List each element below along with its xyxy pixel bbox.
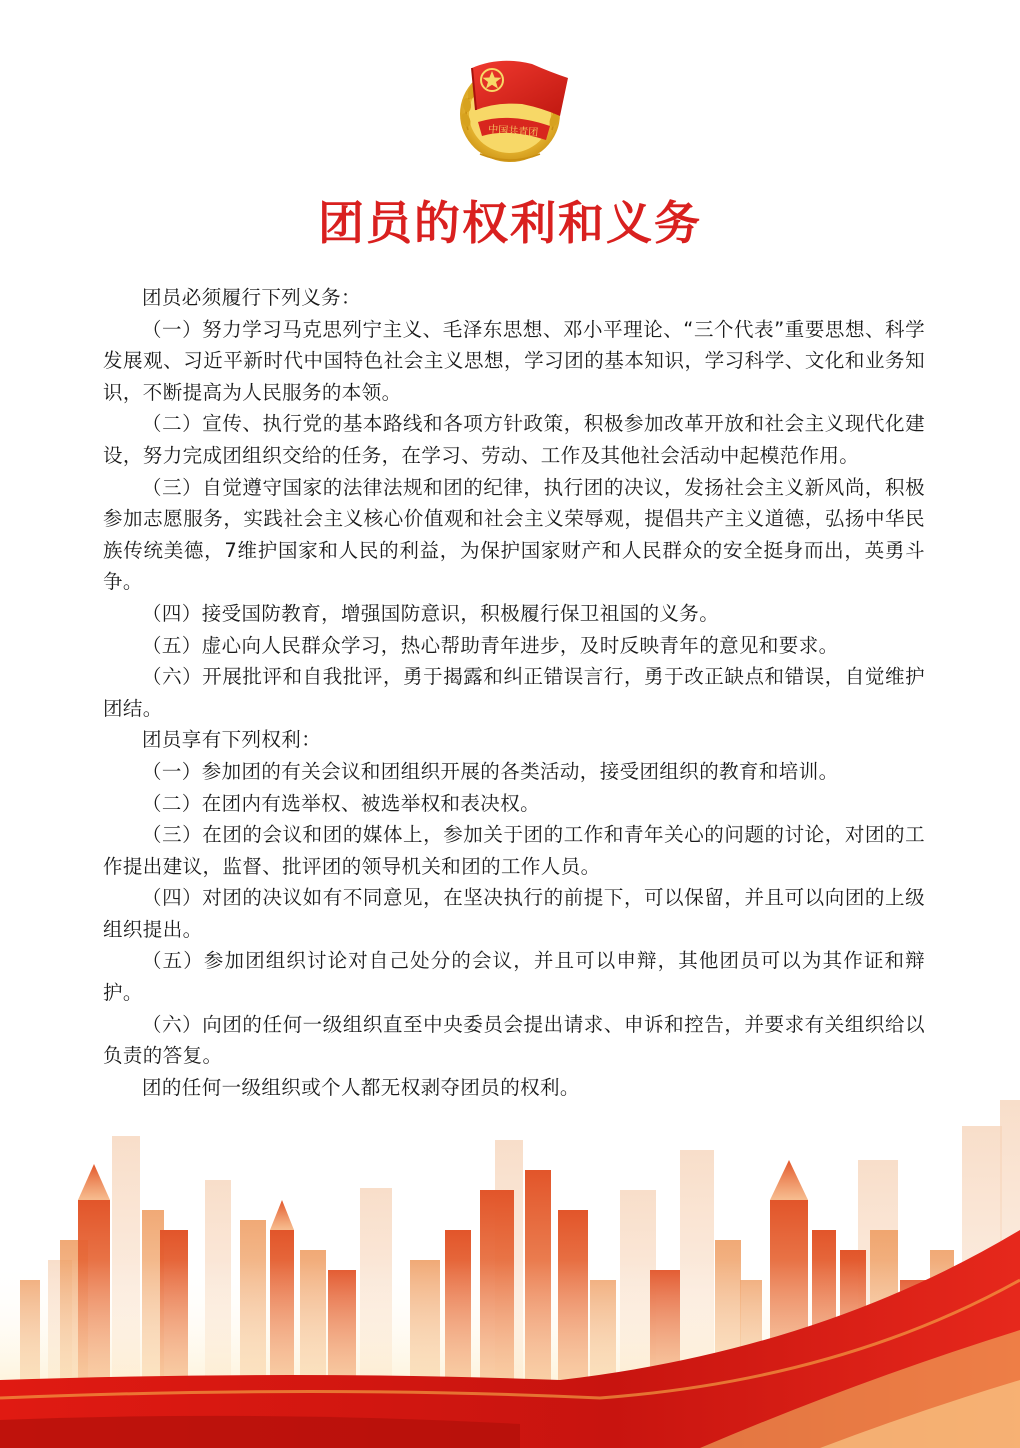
communist-youth-league-emblem-icon <box>450 50 575 168</box>
document-body <box>103 282 925 1103</box>
emblem-text: 中国共青团 <box>487 124 539 139</box>
duty-item: （五）虚心向人民群众学习，热心帮助青年进步，及时反映青年的意见和要求。 <box>142 633 839 657</box>
page-title: 团员的权利和义务 <box>318 196 702 250</box>
right-item: （六）向团的任何一级组织直至中央委员会提出请求、申诉和控告，并要求有关组织给以负责的答复。 <box>103 1012 925 1068</box>
duty-item: （二）宣传、执行党的基本路线和各项方针政策，积极参加改革开放和社会主义现代化建设，努力完成团组织交给的任务，在学习、劳动、工作及其他社会活动中起模范作用。 <box>103 412 925 467</box>
right-item: （一）参加团的有关会议和团组织开展的各类活动，接受团组织的教育和培训。 <box>142 759 839 783</box>
rights-heading: 团员享有下列权利： <box>142 728 322 752</box>
right-item: （五）参加团组织讨论对自己处分的会议，并且可以申辩，其他团员可以为其作证和辩护。 <box>103 949 925 1005</box>
duties-heading: 团员必须履行下列义务： <box>142 286 361 309</box>
city-skyline-illustration <box>0 1080 1020 1448</box>
duty-item: （三）自觉遵守国家的法律法规和团的纪律，执行团的决议，发扬社会主义新风尚，积极参加志愿服务，实践社会主义核心价值观和社会主义荣辱观，提倡共产主义道德，弘扬中华民族传统美德，7维护国家和人民的利益，为保护国家财产和人民群众的安全挺身而出，英勇斗争。 <box>103 475 925 594</box>
right-item: （四）对团的决议如有不同意见，在坚决执行的前提下，可以保留，并且可以向团的上级组织提出。 <box>103 886 925 941</box>
duty-item: （一）努力学习马克思列宁主义、毛泽东思想、邓小平理论、“三个代表”重要思想、科学发展观、习近平新时代中国特色社会主义思想，学习团的基本知识，学习科学、文化和业务知识，不断提高为人民服务的本领。 <box>103 317 925 404</box>
duty-item: （六）开展批评和自我批评，勇于揭露和纠正错误言行，勇于改正缺点和错误，自觉维护团结。 <box>103 665 925 720</box>
right-item: （三）在团的会议和团的媒体上，参加关于团的工作和青年关心的问题的讨论，对团的工作提出建议，监督、批评团的领导机关和团的工作人员。 <box>103 823 925 878</box>
right-item: （二）在团内有选举权、被选举权和表决权。 <box>142 791 541 815</box>
duty-item: （四）接受国防教育，增强国防意识，积极履行保卫祖国的义务。 <box>142 601 720 625</box>
closing-statement: 团的任何一级组织或个人都无权剥夺团员的权利。 <box>142 1075 580 1099</box>
